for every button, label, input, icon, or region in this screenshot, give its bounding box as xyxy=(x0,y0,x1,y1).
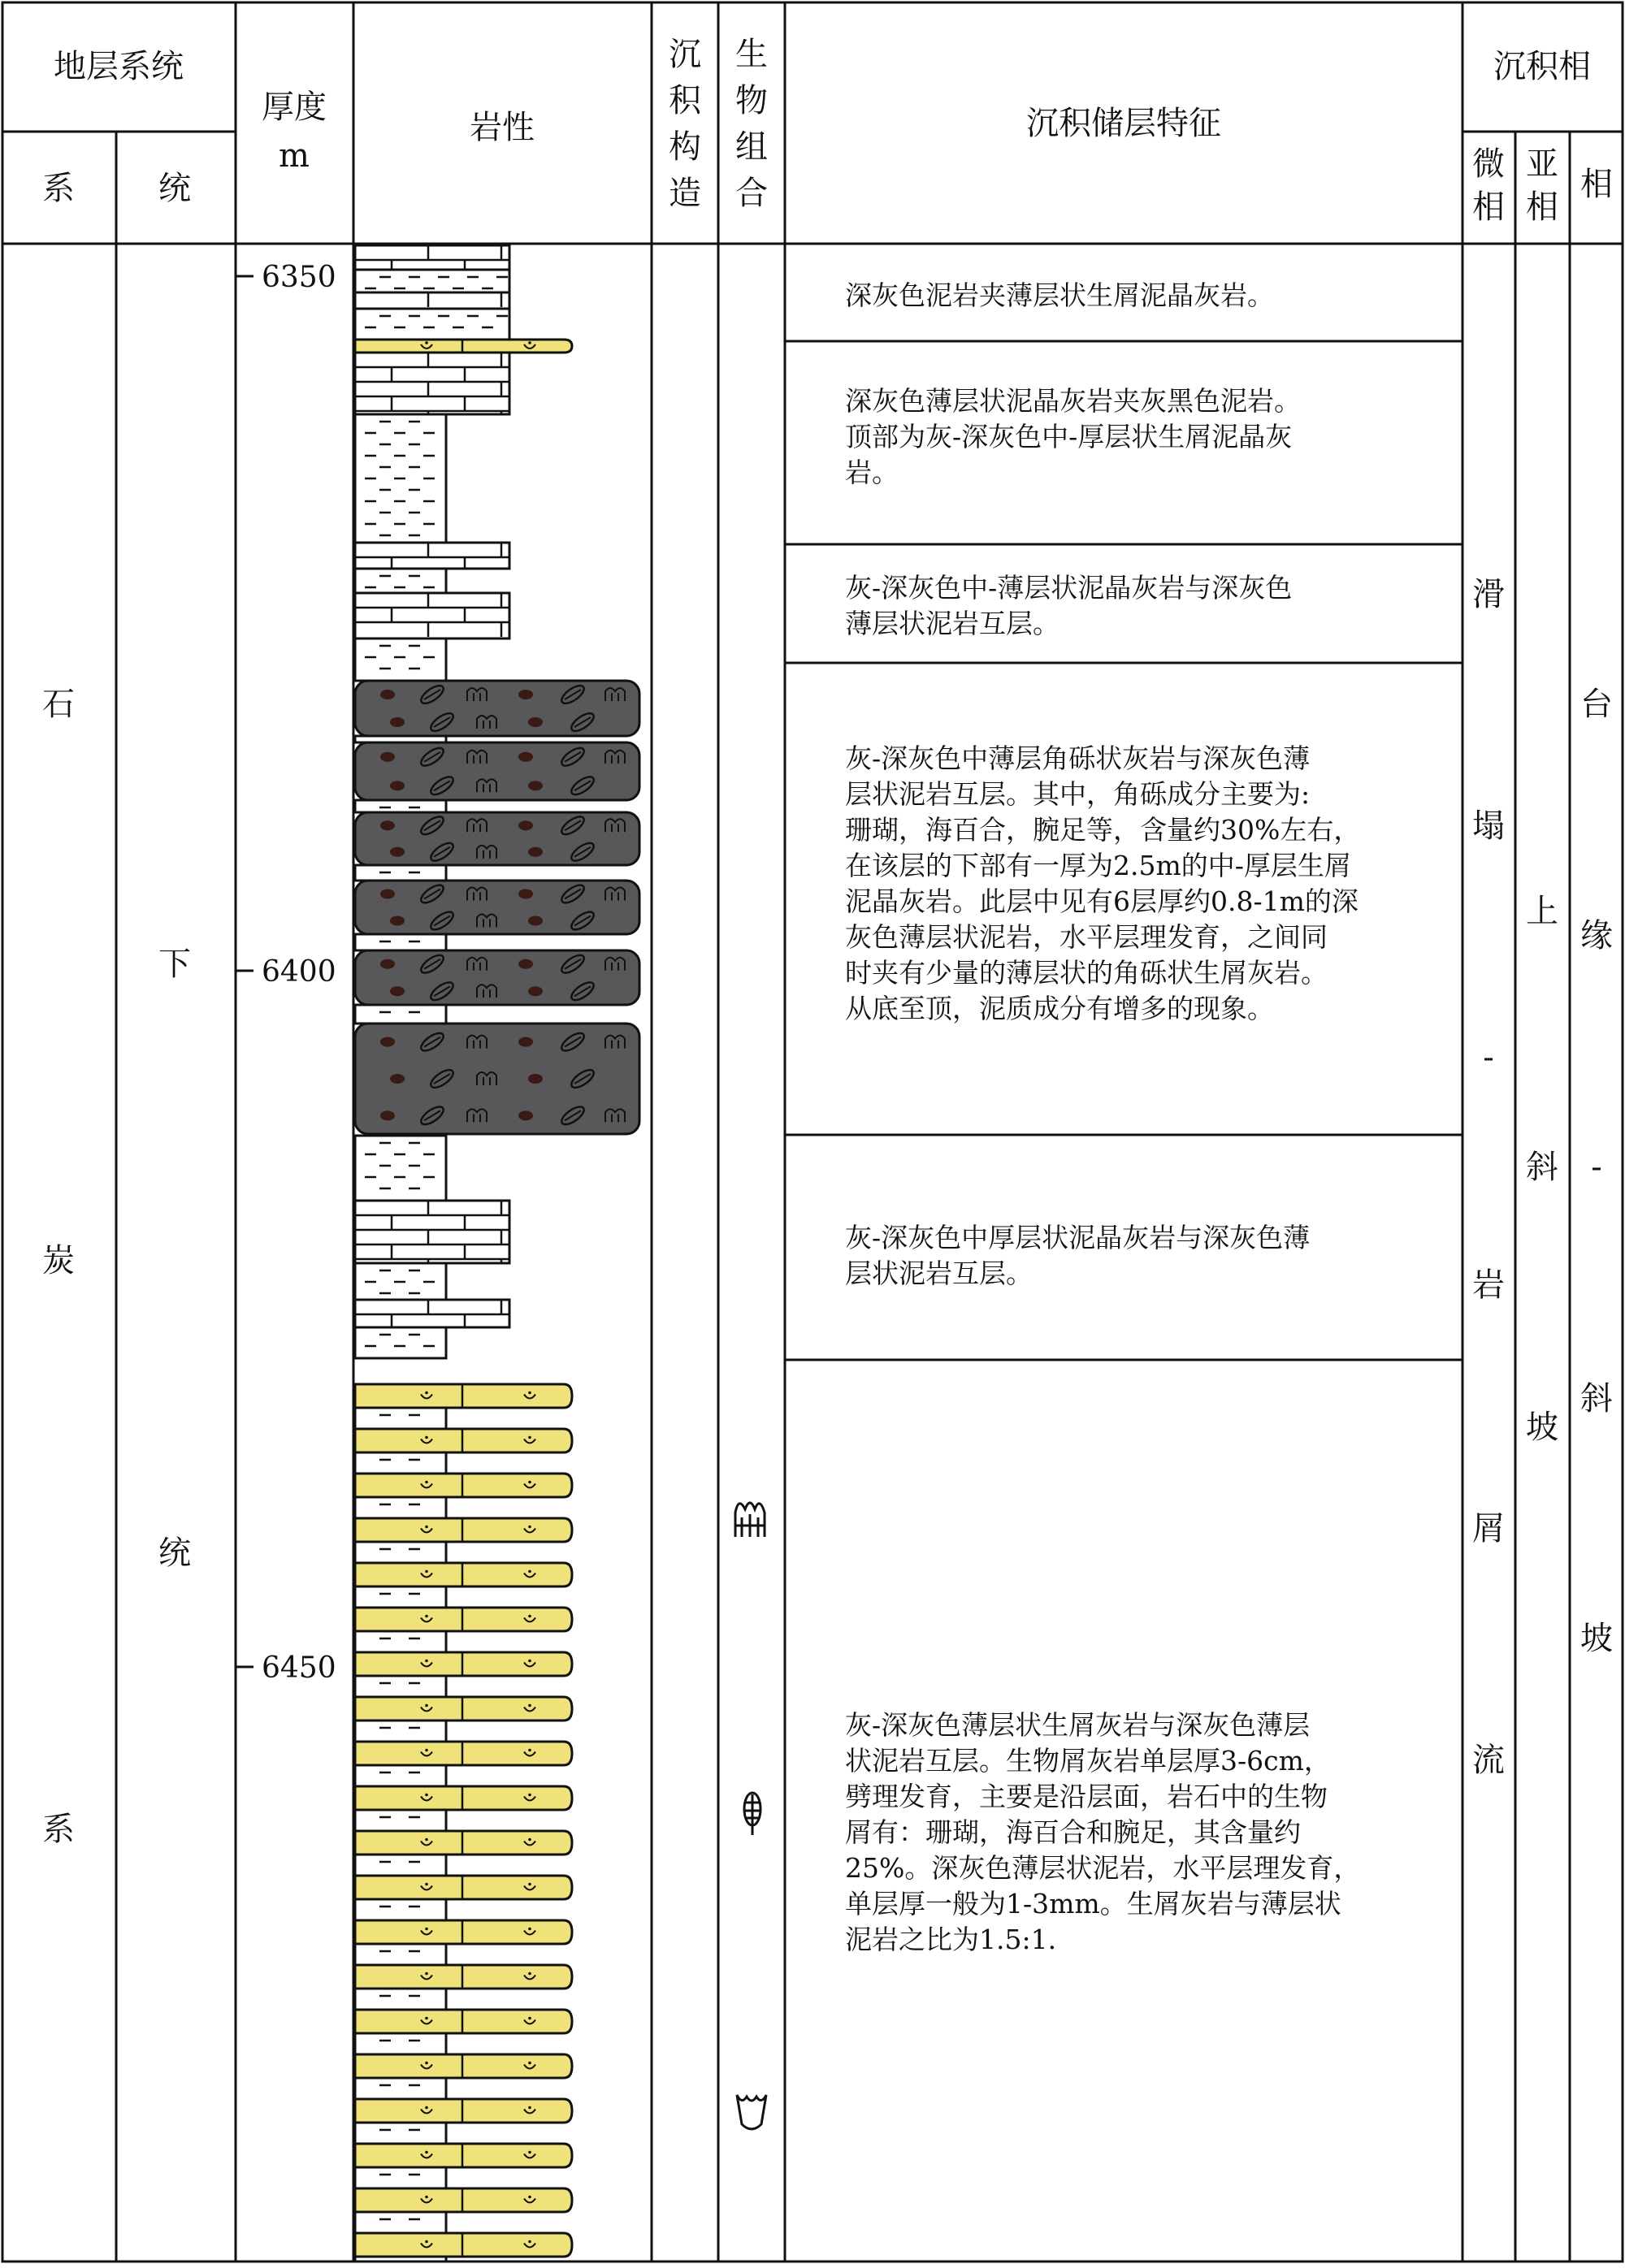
description-block: 深灰色薄层状泥晶灰岩夹灰黑色泥岩。 顶部为灰-深灰色中-厚层状生屑泥晶灰 岩。 xyxy=(845,385,1301,488)
description-block: 灰-深灰色中-薄层状泥晶灰岩与深灰色 薄层状泥岩互层。 xyxy=(845,572,1293,639)
bioclastic-limestone-layer xyxy=(355,1876,572,1899)
mudstone-layer xyxy=(355,270,509,292)
limestone-layer xyxy=(355,245,509,270)
limestone-layer xyxy=(355,543,509,569)
header-sed-structure-2: 积 xyxy=(669,82,701,119)
limestone-layer xyxy=(355,593,509,638)
breccia-layer xyxy=(355,1024,639,1134)
header-sedimentary-facies: 沉积相 xyxy=(1493,48,1591,85)
system-char-3: 系 xyxy=(42,1811,75,1848)
mudstone-layer xyxy=(355,1810,446,1831)
header-system: 系 xyxy=(42,170,75,207)
header-subfacies-1: 亚 xyxy=(1526,145,1558,183)
bioclastic-limestone-layer xyxy=(355,2010,572,2033)
header-sed-structure-4: 造 xyxy=(669,175,701,212)
microfacies-char: - xyxy=(1483,1039,1494,1076)
description-block: 灰-深灰色薄层状生屑灰岩与深灰色薄层 状泥岩互层。生物屑灰岩单层厚3-6cm， 劈理发育，主要是沿层面，岩石中的生物 屑有：珊瑚，海百合和腕足，其含量约 25%。深灰色薄层状泥岩，水平层理发育， 单层厚一般为1-3mm。生屑灰岩与薄层状 泥岩之比为1.5:1. xyxy=(845,1709,1361,1955)
bioclastic-limestone-layer xyxy=(355,2099,572,2123)
bioclastic-limestone-layer xyxy=(355,1652,572,1676)
mudstone-layer xyxy=(355,800,446,812)
header-bio-assemblage-4: 合 xyxy=(735,175,768,212)
bioclastic-limestone-layer xyxy=(355,1518,572,1542)
header-reservoir-features: 沉积储层特征 xyxy=(1026,105,1221,142)
series-char-2: 统 xyxy=(158,1534,191,1572)
mudstone-layer xyxy=(355,1327,446,1358)
facies-char: 缘 xyxy=(1580,917,1613,954)
breccia-layer xyxy=(355,742,639,800)
bioclastic-limestone-layer xyxy=(355,1965,572,1989)
bioclastic-limestone-layer xyxy=(355,1474,572,1497)
header-bio-assemblage-3: 组 xyxy=(735,128,768,166)
subfacies-char: 坡 xyxy=(1526,1409,1558,1446)
mudstone-layer xyxy=(355,2123,446,2144)
microfacies-char: 塌 xyxy=(1472,807,1505,845)
mudstone-layer xyxy=(355,1989,446,2010)
bioclastic-limestone-layer xyxy=(355,1429,572,1452)
bioclastic-limestone-layer xyxy=(355,1742,572,1765)
facies-char: - xyxy=(1591,1149,1602,1186)
mudstone-layer xyxy=(355,865,446,881)
header-series: 统 xyxy=(158,170,191,207)
limestone-layer xyxy=(355,353,509,414)
facies-char: 台 xyxy=(1580,686,1613,723)
header-lithology: 岩性 xyxy=(470,109,535,146)
mudstone-layer xyxy=(355,1631,446,1652)
breccia-layer xyxy=(355,812,639,865)
mudstone-layer xyxy=(355,934,446,950)
subfacies-char: 斜 xyxy=(1526,1149,1558,1186)
header-thickness: 厚度 xyxy=(262,89,327,126)
mudstone-layer xyxy=(355,1676,446,1697)
mudstone-layer xyxy=(355,2033,446,2054)
bioclastic-limestone-layer xyxy=(355,2144,572,2167)
mudstone-layer xyxy=(355,1136,446,1201)
breccia-layer xyxy=(355,681,639,736)
mudstone-layer xyxy=(355,1944,446,1965)
bioclastic-limestone-layer xyxy=(355,2054,572,2078)
depth-tick-label: 6350 xyxy=(262,261,336,294)
mudstone-layer xyxy=(355,638,446,681)
header-bio-assemblage-2: 物 xyxy=(735,82,768,119)
subfacies-char: 上 xyxy=(1526,893,1558,930)
mudstone-layer xyxy=(355,414,446,543)
mudstone-layer xyxy=(355,2167,446,2188)
mudstone-layer xyxy=(355,1542,446,1563)
bioclastic-limestone-layer xyxy=(355,1786,572,1810)
mudstone-layer xyxy=(355,1855,446,1876)
system-char-2: 炭 xyxy=(42,1242,75,1279)
bioclastic-limestone-layer xyxy=(355,1384,572,1408)
facies-char: 斜 xyxy=(1580,1380,1613,1418)
mudstone-layer xyxy=(355,309,509,340)
mudstone-layer xyxy=(355,1586,446,1608)
header-sed-structure-3: 构 xyxy=(669,128,701,166)
bioclastic-limestone-layer xyxy=(355,1608,572,1631)
mudstone-layer xyxy=(355,2257,446,2262)
mudstone-layer xyxy=(355,1005,446,1024)
depth-tick-label: 6400 xyxy=(262,955,336,989)
microfacies-char: 流 xyxy=(1472,1742,1505,1779)
breccia-layer xyxy=(355,881,639,934)
limestone-layer xyxy=(355,292,509,309)
microfacies-char: 屑 xyxy=(1472,1510,1505,1547)
mudstone-layer xyxy=(355,1720,446,1742)
microfacies-char: 岩 xyxy=(1472,1266,1505,1304)
mudstone-layer xyxy=(355,569,446,593)
mudstone-layer xyxy=(355,1408,446,1429)
bioclastic-limestone-layer xyxy=(355,1697,572,1720)
breccia-layer xyxy=(355,950,639,1005)
description-block: 灰-深灰色中薄层角砾状灰岩与深灰色薄 层状泥岩互层。其中，角砾成分主要为: 珊瑚，海百合，腕足等，含量约30%左右， 在该层的下部有一厚为2.5m的中-厚层生屑 泥晶灰岩。此层中见有6层厚约0.8-1m的深 灰色薄层状泥岩，水平层理发育，之间同 时夹有少量的薄层状的角砾状生屑灰岩。 从底至顶，泥质成分有增多的现象。 xyxy=(845,742,1361,1024)
mudstone-layer xyxy=(355,1263,446,1300)
microfacies-char: 滑 xyxy=(1472,576,1505,613)
mudstone-layer xyxy=(355,2212,446,2233)
limestone-layer xyxy=(355,1300,509,1327)
header-facies: 相 xyxy=(1580,166,1613,203)
header-thickness-unit: m xyxy=(279,137,310,175)
header-bio-assemblage-1: 生 xyxy=(735,36,768,73)
header-microfacies-1: 微 xyxy=(1472,145,1505,183)
mudstone-layer xyxy=(355,1452,446,1474)
bioclastic-limestone-layer xyxy=(355,1563,572,1586)
header-subfacies-2: 相 xyxy=(1526,188,1558,226)
bioclastic-limestone-layer xyxy=(355,1920,572,1944)
description-block: 深灰色泥岩夹薄层状生屑泥晶灰岩。 xyxy=(845,279,1274,311)
header-sed-structure-1: 沉 xyxy=(669,36,701,73)
mudstone-layer xyxy=(355,2078,446,2099)
mudstone-layer xyxy=(355,1765,446,1786)
mudstone-layer xyxy=(355,1899,446,1920)
series-char-1: 下 xyxy=(158,946,191,983)
limestone-layer xyxy=(355,1201,509,1263)
depth-tick-label: 6450 xyxy=(262,1651,336,1685)
bioclastic-limestone-layer xyxy=(355,340,572,353)
bioclastic-limestone-layer xyxy=(355,1831,572,1855)
system-char-1: 石 xyxy=(42,686,75,723)
bioclastic-limestone-layer xyxy=(355,2233,572,2257)
bioclastic-limestone-layer xyxy=(355,2188,572,2212)
description-block: 灰-深灰色中厚层状泥晶灰岩与深灰色薄 层状泥岩互层。 xyxy=(845,1222,1311,1289)
header-strata-system: 地层系统 xyxy=(54,48,184,85)
facies-char: 坡 xyxy=(1580,1620,1613,1657)
header-microfacies-2: 相 xyxy=(1472,188,1505,226)
mudstone-layer xyxy=(355,1497,446,1518)
